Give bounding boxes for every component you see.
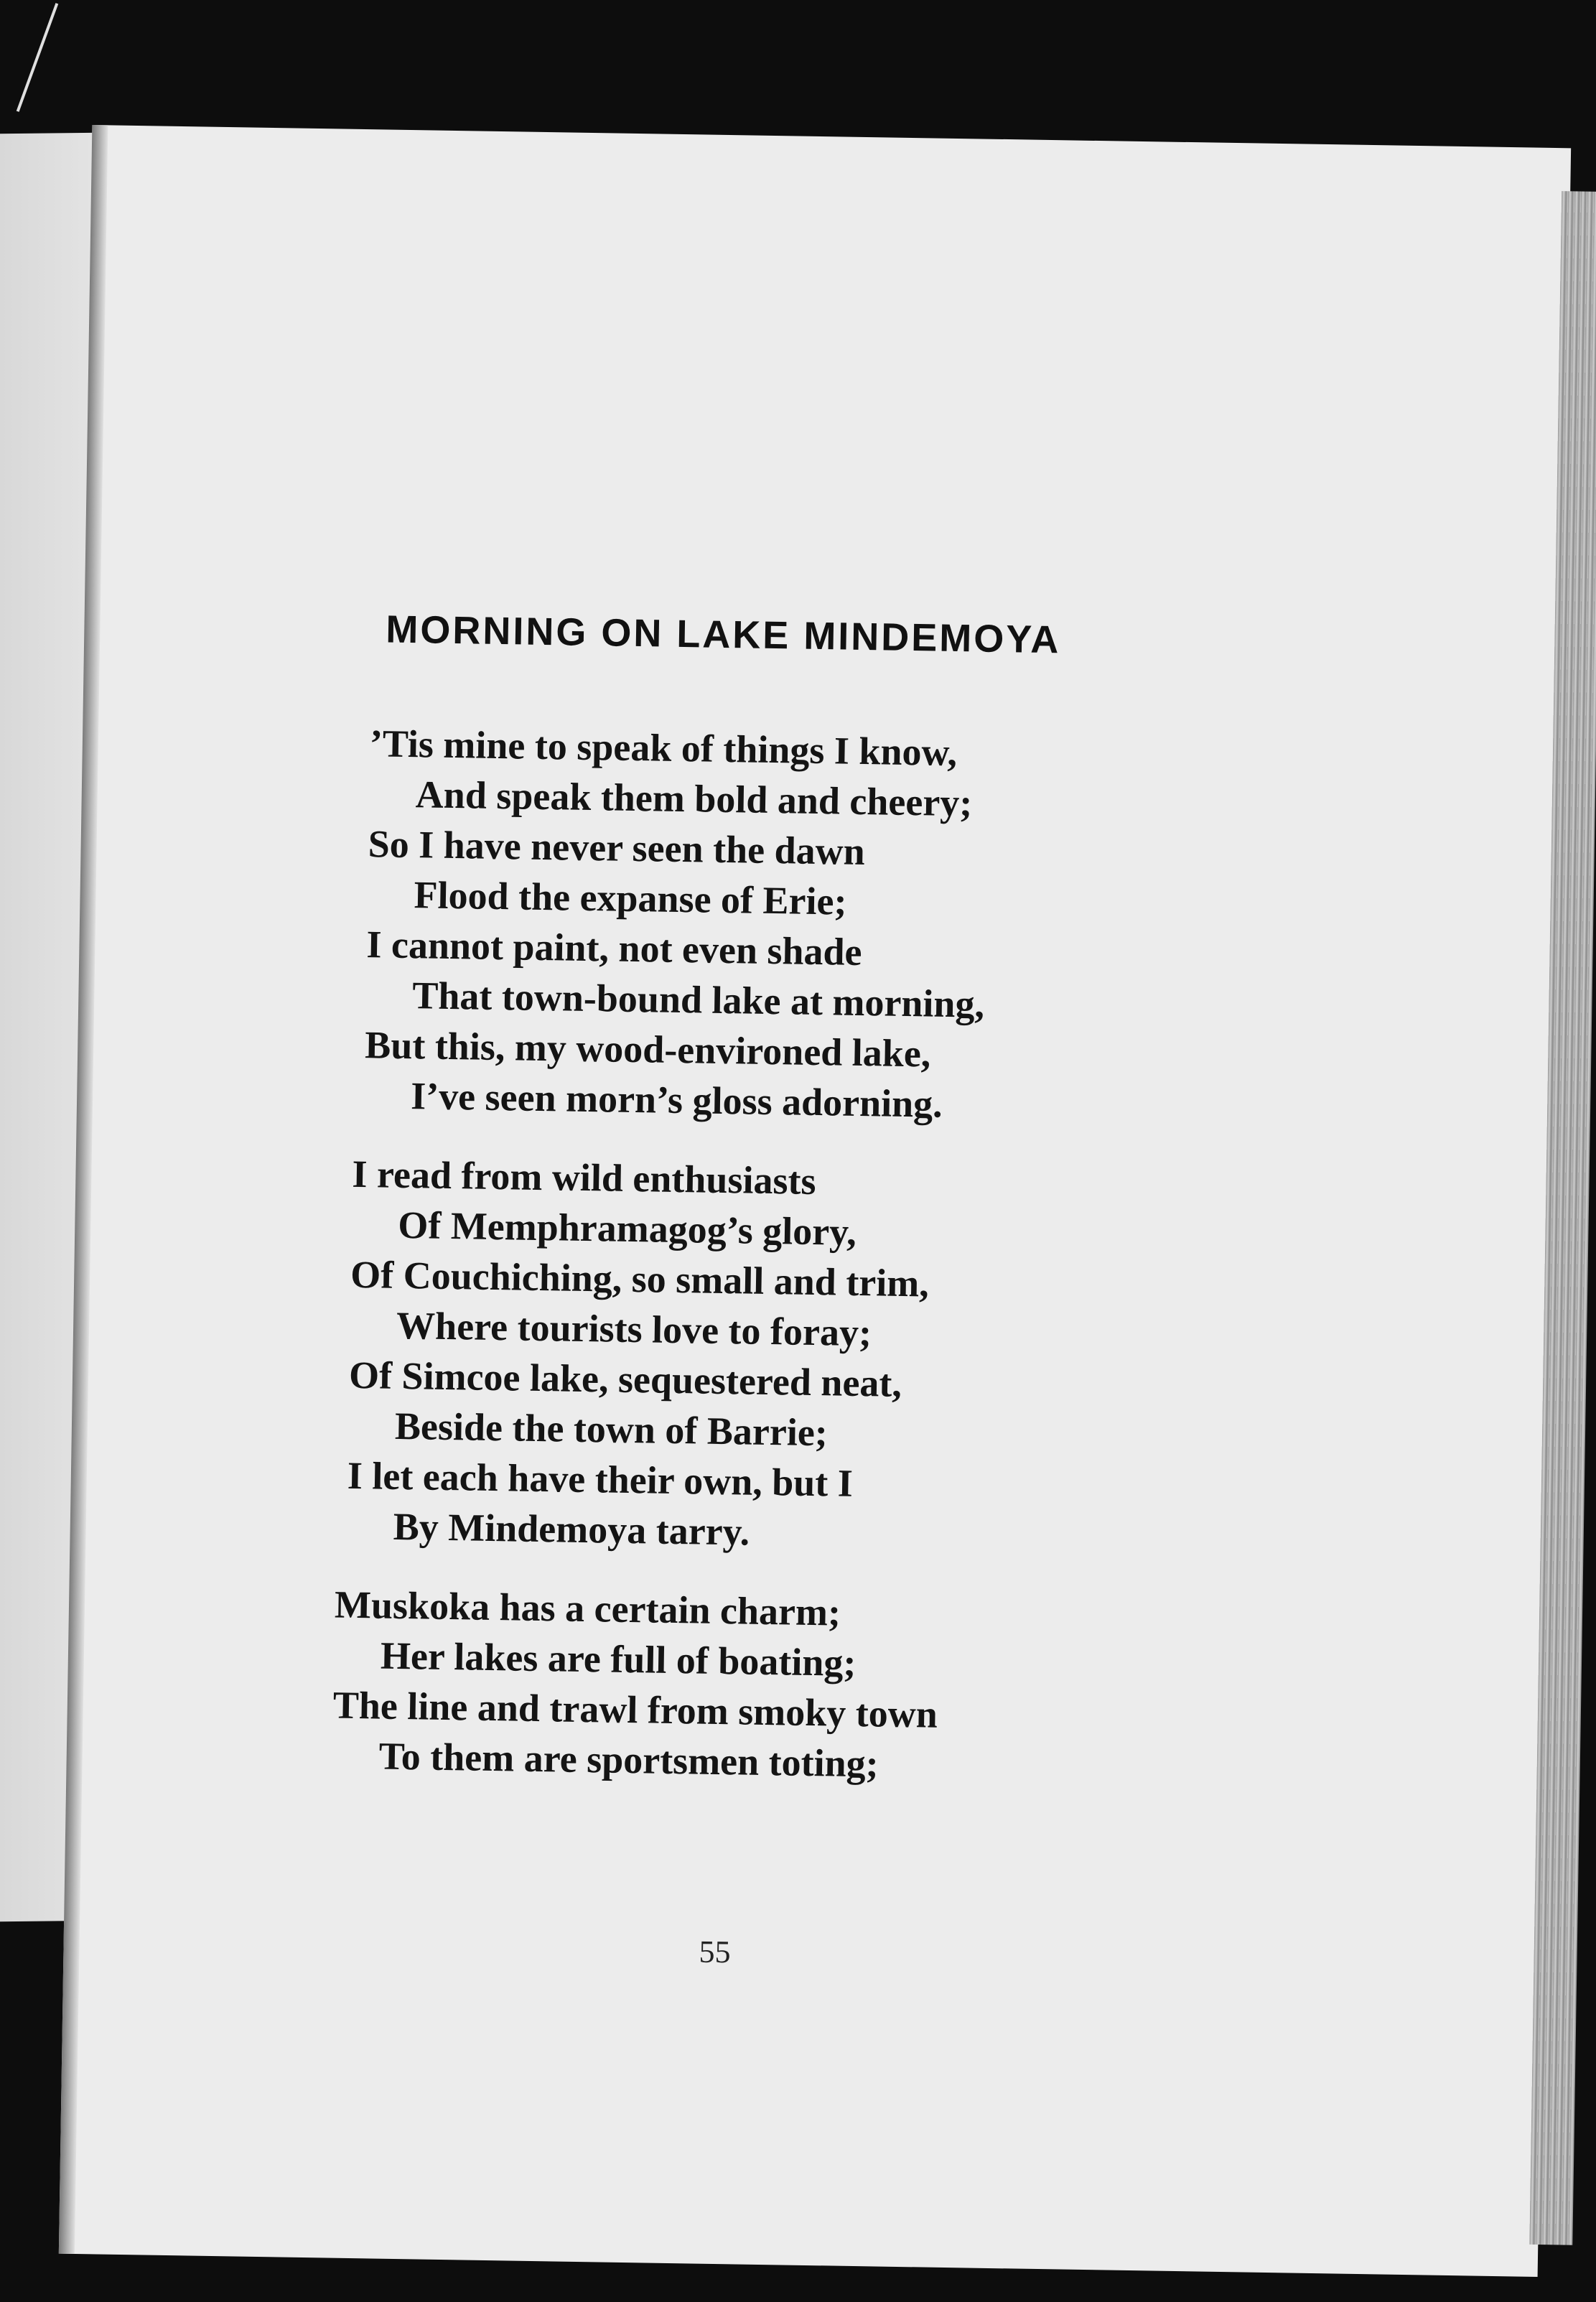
poem-line: Where tourists love to foray;: [396, 1303, 872, 1355]
stanza-3: [332, 1580, 1411, 1798]
poem-line: Of Simcoe lake, sequestered neat,: [348, 1353, 902, 1405]
stanza-1: [364, 718, 1447, 1137]
poem-line: I let each have their own, but I: [347, 1453, 854, 1505]
poem-line: That town-bound lake at morning,: [411, 974, 985, 1026]
poem-line: I cannot paint, not even shade: [366, 923, 863, 974]
poem-line: Of Memphramagog’s glory,: [397, 1203, 857, 1254]
poem-line: Muskoka has a certain charm;: [334, 1583, 841, 1634]
page-fore-edge: [1529, 191, 1596, 2245]
poem-line: Flood the expanse of Erie;: [414, 873, 847, 923]
poem-line: But this, my wood-environed lake,: [364, 1023, 931, 1076]
page-number: 55: [699, 1934, 731, 1970]
book-page: [59, 125, 1571, 2277]
poem-line: I’ve seen morn’s gloss adorning.: [410, 1074, 943, 1126]
poem-line: And speak them bold and cheery;: [415, 773, 973, 825]
poem-line: ’Tis mine to speak of things I know,: [369, 722, 958, 775]
poem-line: Her lakes are full of boating;: [380, 1634, 857, 1684]
poem-line: Beside the town of Barrie;: [394, 1404, 829, 1455]
poem-line: So I have never seen the dawn: [368, 822, 866, 874]
poem-line: To them are sportsmen toting;: [378, 1734, 879, 1786]
stanza-2: [346, 1149, 1429, 1567]
scan-mark: [17, 3, 58, 112]
poem-line: Of Couchiching, so small and trim,: [350, 1252, 930, 1305]
poem-line: The line and trawl from smoky town: [332, 1683, 938, 1736]
poem-title: MORNING ON LAKE MINDEMOYA: [385, 607, 1061, 662]
poem-line: I read from wild enthusiasts: [352, 1152, 816, 1203]
poem-line: By Mindemoya tarry.: [393, 1504, 750, 1554]
